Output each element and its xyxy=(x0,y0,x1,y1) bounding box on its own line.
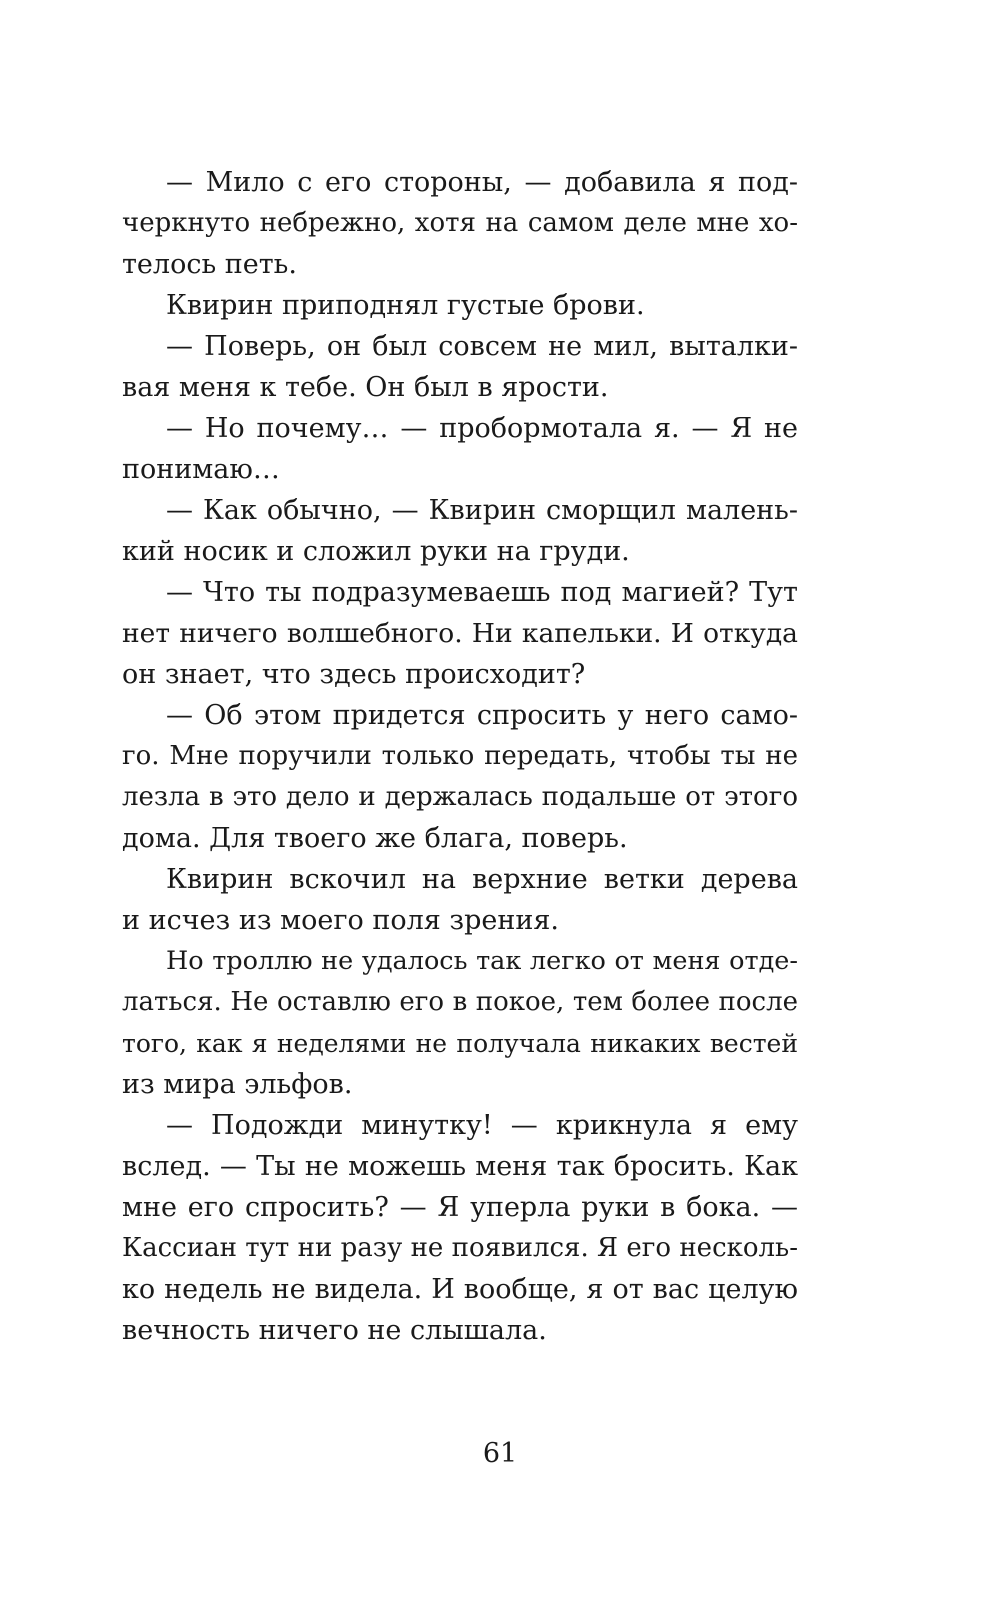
text-line: вслед. — Ты не можешь меня так бросить. Как xyxy=(122,1151,798,1182)
text-line: Квирин вскочил на верхние ветки дерева xyxy=(166,864,798,895)
text-line: ко недель не видела. И вообще, я от вас целую xyxy=(122,1274,798,1305)
text-line: черкнуто небрежно, хотя на самом деле мне хо- xyxy=(122,208,798,238)
text-line: — Подожди минутку! — крикнула я ему xyxy=(166,1110,798,1141)
text-line: Квирин приподнял густые брови. xyxy=(166,290,645,321)
text-line: латься. Не оставлю его в покое, тем более после xyxy=(122,987,798,1017)
text-line: Кассиан тут ни разу не появился. Я его несколь- xyxy=(122,1233,798,1263)
text-line: лезла в это дело и держалась подальше от этого xyxy=(122,782,798,812)
text-line: мне его спросить? — Я уперла руки в бока. — xyxy=(122,1192,798,1223)
text-line: телось петь. xyxy=(122,249,297,280)
text-line: — Как обычно, — Квирин сморщил малень- xyxy=(166,495,798,526)
text-line: — Но почему… — пробормотала я. — Я не xyxy=(166,413,798,444)
text-line: — Поверь, он был совсем не мил, выталки- xyxy=(166,331,798,362)
body-text xyxy=(122,162,798,1351)
text-line: понимаю… xyxy=(122,454,280,485)
text-line: дома. Для твоего же блага, поверь. xyxy=(122,823,628,854)
text-line: он знает, что здесь происходит? xyxy=(122,659,586,690)
text-line: нет ничего волшебного. Ни капельки. И откуда xyxy=(122,618,798,649)
text-line: и исчез из моего поля зрения. xyxy=(122,905,559,936)
text-line: — Что ты подразумеваешь под магией? Тут xyxy=(166,577,798,608)
text-line: кий носик и сложил руки на груди. xyxy=(122,536,630,567)
page-number: 61 xyxy=(482,1438,518,1469)
text-line: вечность ничего не слышала. xyxy=(122,1315,547,1346)
text-line: вая меня к тебе. Он был в ярости. xyxy=(122,372,609,403)
text-line: из мира эльфов. xyxy=(122,1069,353,1100)
text-line: — Об этом придется спросить у него само- xyxy=(166,700,798,731)
text-line: го. Мне поручили только передать, чтобы ты не xyxy=(122,741,798,771)
text-line: того, как я неделями не получала никаких вестей xyxy=(122,1029,798,1058)
text-line: Но троллю не удалось так легко от меня отде- xyxy=(166,946,798,976)
text-line: — Мило с его стороны, — добавила я под- xyxy=(166,167,798,198)
